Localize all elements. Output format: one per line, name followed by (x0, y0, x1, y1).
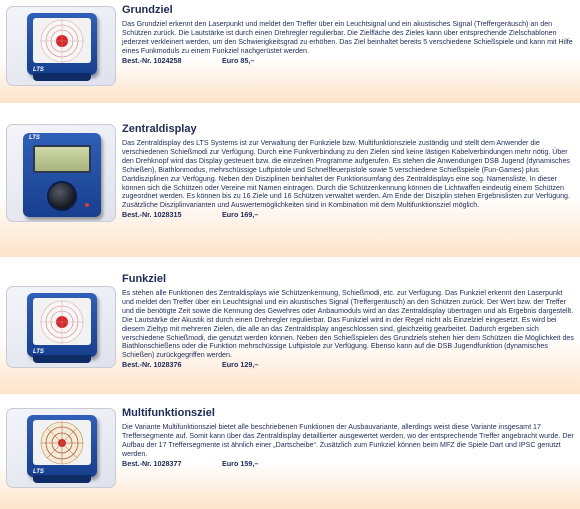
product-description: Es stehen alle Funktionen des Zentraldisplays wie Schützenkennung, Schießmodi, etc. zur Verfügung. Das Funkziel erkennt den Laserpunkt und meldet den Treffer über ein Leuchtsignal und ein akustisches Signal (Treffergeräusch) an den Schützen zurück. Der Wert bzw. der Treffer und die benötigte Zeit sowie die Kennung des Gewehres oder Anbaumoduls wird an das Zentraldisplay übertragen und als Ergebnis dargestellt. Die Lautstärke der Akustik ist durch einen Drehregler regulierbar. Das Funkziel wird in der Regel nicht als Einzelziel eingesetzt. Es wird bei diesem Zieltyp mit mehreren Zielen, die alle an das Zentraldisplay angeschlossen sind, gleichzeitig gearbeitet. Dadurch ergeben sich verschiedene Schießmodi, die genutzt werden können. Neben den Schießspielen des Grundziels stehen hier dem Schützen die Möglichkeit des Biathlonschießens oder die Funktion mehrschüssige Luftpistole zur Verfügung. Ebenso kann auf die DSB Jugendfunktion (dynamisches Schießen) zurückgegriffen werden. (122, 289, 574, 360)
product-image (6, 124, 116, 222)
target-face (33, 420, 91, 465)
order-number: Best.-Nr. 1028376 (122, 360, 182, 370)
product-grundziel (0, 0, 580, 103)
central-display-device-icon (23, 133, 101, 217)
laser-target-device-icon (27, 13, 97, 75)
product-text (122, 123, 576, 219)
product-text (122, 4, 576, 65)
lts-logo: LTS (33, 349, 44, 355)
device-base (33, 355, 91, 363)
order-line (122, 210, 576, 219)
product-text (122, 407, 576, 468)
product-title: Zentraldisplay (122, 123, 197, 135)
product-description: Die Variante Multifunktionsziel bietet alle beschriebenen Funktionen der Ausbauvariante, allerdings weist diese Variante insgesamt 17 Treffersegmente auf. Somit kann über das Zentraldisplay detaillierter ausgewertet werden, wo der entsprechende Treffer angebracht wurde. Der Aufbau der 17 Treffersegmente ist ähnlich einer „Dartscheibe“. Zusätzlich zum Funkziel können beim MFZ die Spiele Dart und IPSC genutzt werden. (122, 423, 574, 458)
product-text (122, 273, 576, 369)
order-number: Best.-Nr. 1028315 (122, 210, 182, 220)
order-line (122, 360, 576, 369)
bullseye-icon (40, 19, 84, 63)
product-image (6, 286, 116, 368)
price: Euro 159,– (222, 458, 259, 468)
multifunction-target-device-icon (27, 415, 97, 477)
order-line (122, 56, 576, 65)
product-description: Das Zentraldisplay des LTS Systems ist zur Verwaltung der Funkziele bzw. Multifunktionsziele zuständig und stellt dem Anwender die verschiedenen Schießmodi zur Verfügung. Durch eine Funkverbindung zu den Zielen sind keine lästigen Kabelverbindungen mehr nötig. Über den Drehknopf wird das Display gesteuert bzw. die einzelnen Programme aufgerufen. Es stehen die Anwendungen DSB Jugend (dynamisches Schießen), Biathlonmodus, mehrschüssige Luftpistole und Schnellfeuerpistole sowie 5 verschiedene Schießspiele (Fun-Games) plus Dartdisziplinen zur Verfügung. Neben den Disziplinen beinhaltet der Funktionsumfang des Zentraldisplays eine sog. Namensliste. In dieser können sich die Schützen oder Vereine mit Namen eintragen. Durch die Schützenkennung können die Lichtwaffen eindeutig einem Schützen zugeordnet werden. Es können bis zu 16 Ziele und 16 Schützen verwaltet werden. Am Ende der Disziplin stehen Ergebnislisten zur Verfügung. Zusätzliche Disziplinvarianten und Auswertemöglichkeiten sind in Kombination mit dem Multifunktionsziel möglich. (122, 139, 570, 210)
lts-logo: LTS (33, 67, 44, 73)
product-multifunktionsziel (0, 404, 580, 509)
product-title: Funkziel (122, 273, 167, 285)
price: Euro 129,– (222, 360, 259, 370)
dartboard-icon (40, 421, 84, 465)
product-title: Multifunktionsziel (122, 407, 215, 419)
product-image (6, 6, 116, 86)
product-description: Das Grundziel erkennt den Laserpunkt und meldet den Treffer über ein Leuchtsignal und ein akustisches Signal (Treffergeräusch) an den Schützen zurück. Die Lautstärke ist durch einen Drehregler regulierbar. Die Zielfläche des Zieles kann über entsprechende Zielschablonen jederzeit verkleinert werden, um den Schwierigkeitsgrad zu erhöhen. Das Ziel beinhaltet bereits 5 verschiedene Schießspiele und kann mit Hilfe eines Funkmoduls zu einem Funkziel nachgerüstet werden. (122, 20, 573, 55)
target-face (33, 298, 91, 345)
price: Euro 169,– (222, 210, 259, 220)
order-number: Best.-Nr. 1024258 (122, 55, 182, 65)
radio-target-device-icon (27, 293, 97, 357)
status-led (85, 203, 89, 207)
device-base (33, 73, 91, 81)
lcd-screen (33, 145, 91, 173)
product-image (6, 408, 116, 488)
rotary-knob (47, 181, 77, 211)
lts-logo: LTS (29, 135, 40, 141)
product-title: Grundziel (122, 4, 173, 16)
device-base (33, 475, 91, 483)
target-face (33, 18, 91, 63)
product-funkziel (0, 268, 580, 394)
product-zentraldisplay (0, 118, 580, 257)
order-number: Best.-Nr. 1028377 (122, 458, 182, 468)
order-line (122, 459, 576, 468)
price: Euro 85,– (222, 55, 255, 65)
bullseye-icon (40, 300, 84, 344)
lts-logo: LTS (33, 469, 44, 475)
